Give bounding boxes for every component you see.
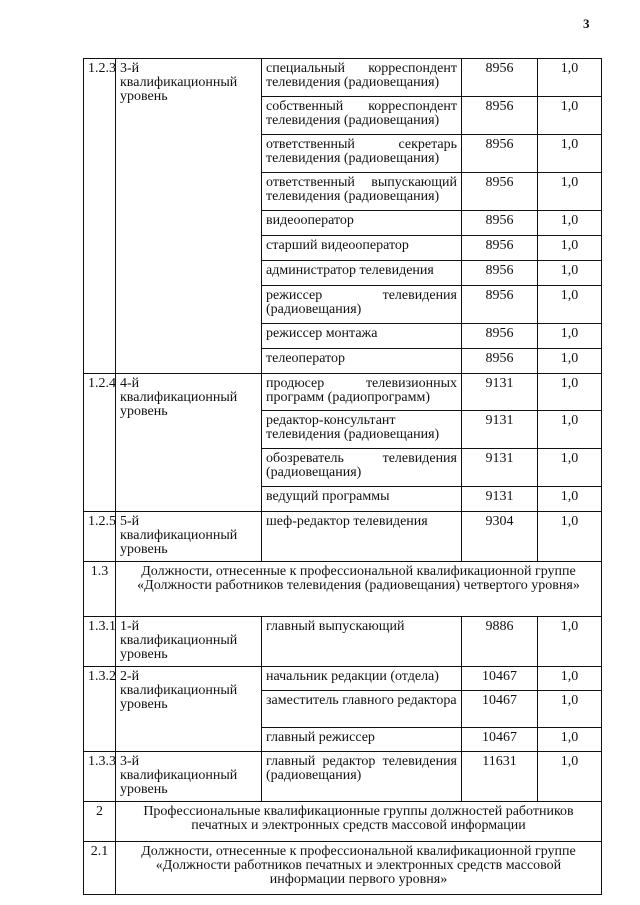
level-number: 1.3.3: [84, 752, 116, 802]
salary-value: 8956: [462, 286, 538, 324]
section-title: Профессиональные квалификационные группы должностей работников печатных и электронных средств массовой информации: [116, 802, 602, 842]
position-name: видеооператор: [262, 211, 462, 236]
level-name: 3-й квалификационный уровень: [116, 59, 262, 374]
position-name: старший видеооператор: [262, 236, 462, 261]
section-row: [84, 842, 602, 895]
position-name: продюсер телевизионных программ (радиопрограмм): [262, 374, 462, 411]
salary-value: 8956: [462, 59, 538, 97]
level-number: 1.3.2: [84, 667, 116, 752]
section-number: 2: [84, 802, 116, 842]
position-name: администратор телевидения: [262, 261, 462, 286]
section-number: 2.1: [84, 842, 116, 895]
section-row: [84, 562, 602, 617]
coefficient-value: 1,0: [538, 59, 602, 97]
position-name: главный редактор телевидения (радиовещания): [262, 752, 462, 802]
level-number: 1.2.5: [84, 512, 116, 562]
position-name: главный режиссер: [262, 728, 462, 752]
position-name: обозреватель телевидения (радиовещания): [262, 449, 462, 487]
table-row: [84, 752, 602, 802]
level-name: 2-й квалификационный уровень: [116, 667, 262, 752]
position-name: начальник редакции (отдела): [262, 667, 462, 691]
salary-value: 9131: [462, 374, 538, 411]
position-name: редактор-консультант телевидения (радиовещания): [262, 411, 462, 449]
position-name: режиссер монтажа: [262, 324, 462, 349]
coefficient-value: 1,0: [538, 617, 602, 667]
coefficient-value: 1,0: [538, 411, 602, 449]
salary-value: 9886: [462, 617, 538, 667]
coefficient-value: 1,0: [538, 324, 602, 349]
coefficient-value: 1,0: [538, 211, 602, 236]
coefficient-value: 1,0: [538, 135, 602, 173]
level-name: 1-й квалификационный уровень: [116, 617, 262, 667]
salary-value: 9131: [462, 487, 538, 512]
position-name: телеоператор: [262, 349, 462, 374]
coefficient-value: 1,0: [538, 691, 602, 728]
table-row: [84, 374, 602, 411]
level-name: 4-й квалификационный уровень: [116, 374, 262, 512]
positions-table: [83, 58, 602, 895]
level-name: 3-й квалификационный уровень: [116, 752, 262, 802]
salary-value: 9131: [462, 449, 538, 487]
salary-value: 10467: [462, 728, 538, 752]
coefficient-value: 1,0: [538, 752, 602, 802]
coefficient-value: 1,0: [538, 487, 602, 512]
page-number: 3: [583, 16, 590, 31]
salary-value: 8956: [462, 211, 538, 236]
coefficient-value: 1,0: [538, 449, 602, 487]
coefficient-value: 1,0: [538, 667, 602, 691]
position-name: собственный корреспондент телевидения (радиовещания): [262, 97, 462, 135]
position-name: режиссер телевидения (радиовещания): [262, 286, 462, 324]
position-name: специальный корреспондент телевидения (радиовещания): [262, 59, 462, 97]
coefficient-value: 1,0: [538, 236, 602, 261]
coefficient-value: 1,0: [538, 173, 602, 211]
salary-value: 10467: [462, 691, 538, 728]
coefficient-value: 1,0: [538, 512, 602, 562]
salary-value: 11631: [462, 752, 538, 802]
level-number: 1.2.4: [84, 374, 116, 512]
table-row: [84, 59, 602, 97]
section-title: Должности, отнесенные к профессиональной квалификационной группе «Должности работников телевидения (радиовещания) четвертого уровня»: [116, 562, 602, 617]
position-name: ответственный секретарь телевидения (радиовещания): [262, 135, 462, 173]
salary-value: 8956: [462, 173, 538, 211]
coefficient-value: 1,0: [538, 374, 602, 411]
salary-value: 8956: [462, 97, 538, 135]
salary-value: 10467: [462, 667, 538, 691]
table-row: [84, 667, 602, 691]
coefficient-value: 1,0: [538, 261, 602, 286]
level-number: 1.2.3: [84, 59, 116, 374]
salary-value: 8956: [462, 135, 538, 173]
salary-value: 9131: [462, 411, 538, 449]
position-name: главный выпускающий: [262, 617, 462, 667]
section-row: [84, 802, 602, 842]
position-name: ведущий программы: [262, 487, 462, 512]
table-row: [84, 617, 602, 667]
coefficient-value: 1,0: [538, 728, 602, 752]
section-number: 1.3: [84, 562, 116, 617]
salary-value: 9304: [462, 512, 538, 562]
position-name: шеф-редактор телевидения: [262, 512, 462, 562]
coefficient-value: 1,0: [538, 97, 602, 135]
coefficient-value: 1,0: [538, 349, 602, 374]
level-name: 5-й квалификационный уровень: [116, 512, 262, 562]
salary-value: 8956: [462, 349, 538, 374]
salary-value: 8956: [462, 261, 538, 286]
position-name: заместитель главного редактора: [262, 691, 462, 728]
table-row: [84, 512, 602, 562]
salary-value: 8956: [462, 324, 538, 349]
level-number: 1.3.1: [84, 617, 116, 667]
position-name: ответственный выпускающий телевидения (радиовещания): [262, 173, 462, 211]
salary-value: 8956: [462, 236, 538, 261]
coefficient-value: 1,0: [538, 286, 602, 324]
section-title: Должности, отнесенные к профессиональной квалификационной группе «Должности работников печатных и электронных средств массовой информации первого уровня»: [116, 842, 602, 895]
